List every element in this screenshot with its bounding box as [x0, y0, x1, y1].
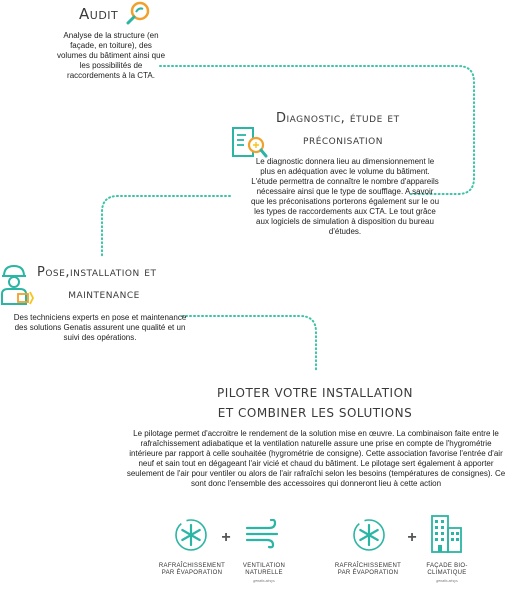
plus-sign: + [407, 529, 417, 546]
pose-title-line2: maintenance [68, 287, 140, 302]
piloter-title-line1: PILOTER VOTRE INSTALLATION [216, 386, 413, 400]
diagnostic-text: Le diagnostic donnera lieu au dimensionnement le plus en adéquation avec le volume du bâtiment. L'étude permettra de connaître le nombre d'appareils nécessaire ainsi que le type de soufflage. A savoir que les préconisations porterons également sur le ou les types de raccordements aux CTA. Le tout grâce aux logiciels de simulation à disposition du bureau d'études. [250, 157, 440, 236]
caption-evaporation-left: RAFRAÎCHISSEMENT PAR ÉVAPORATION [158, 563, 226, 576]
building-icon [430, 514, 464, 554]
evaporation-snowflake-icon [173, 517, 209, 553]
audit-text: Analyse de la structure (en façade, en toiture), des volumes du bâtiment ainsi que les possibilités de raccordements à la CTA. [56, 31, 166, 80]
caption-ventilation-sub: genatis airsys [253, 579, 275, 583]
magnifier-icon [124, 0, 152, 26]
audit-title: Audit [79, 5, 119, 23]
diagnostic-title-line1: Diagnostic, étude et [276, 111, 400, 126]
wind-icon [245, 519, 281, 549]
diagnostic-title-line2: préconisation [303, 133, 383, 148]
piloter-title-line2: ET COMBINER LES SOLUTIONS [217, 406, 413, 420]
piloter-text: Le pilotage permet d'accroitre le rendement de la solution mise en œuvre. La combinaison faite entre le rafraîchissement adiabatique et la ventilation naturelle assure une prise en compte de l'hygrométrie intérieure par rapport à celle souhaitée (hygrométrie de consigne). Cette association favorise l'entrée d'air neuf et sain tout en dégageant l'air vicié et chaud du bâtiment. Le pilotage sert également à apporter seulement de l'air pour ventiler ou alors de l'air rafraîchi selon les besoins (températures de consignes). Ce sont donc l'ensemble des accessoires qui donneront lieu à cette action [126, 429, 506, 488]
technician-icon [0, 264, 36, 308]
caption-facade: FAÇADE BIO-CLIMATIQUE [426, 563, 468, 576]
plus-sign: + [221, 529, 231, 546]
caption-evaporation-right: RAFRAÎCHISSEMENT PAR ÉVAPORATION [334, 563, 402, 576]
evaporation-snowflake-icon [351, 517, 387, 553]
caption-facade-sub: genatis airsys [436, 579, 458, 583]
caption-ventilation: VENTILATION NATURELLE [242, 563, 286, 576]
pose-text: Des techniciens experts en pose et maintenance des solutions Genatis assurent une qualité et un suivi des opérations. [13, 313, 187, 342]
pose-title-line1: Pose,installation et [37, 265, 157, 280]
